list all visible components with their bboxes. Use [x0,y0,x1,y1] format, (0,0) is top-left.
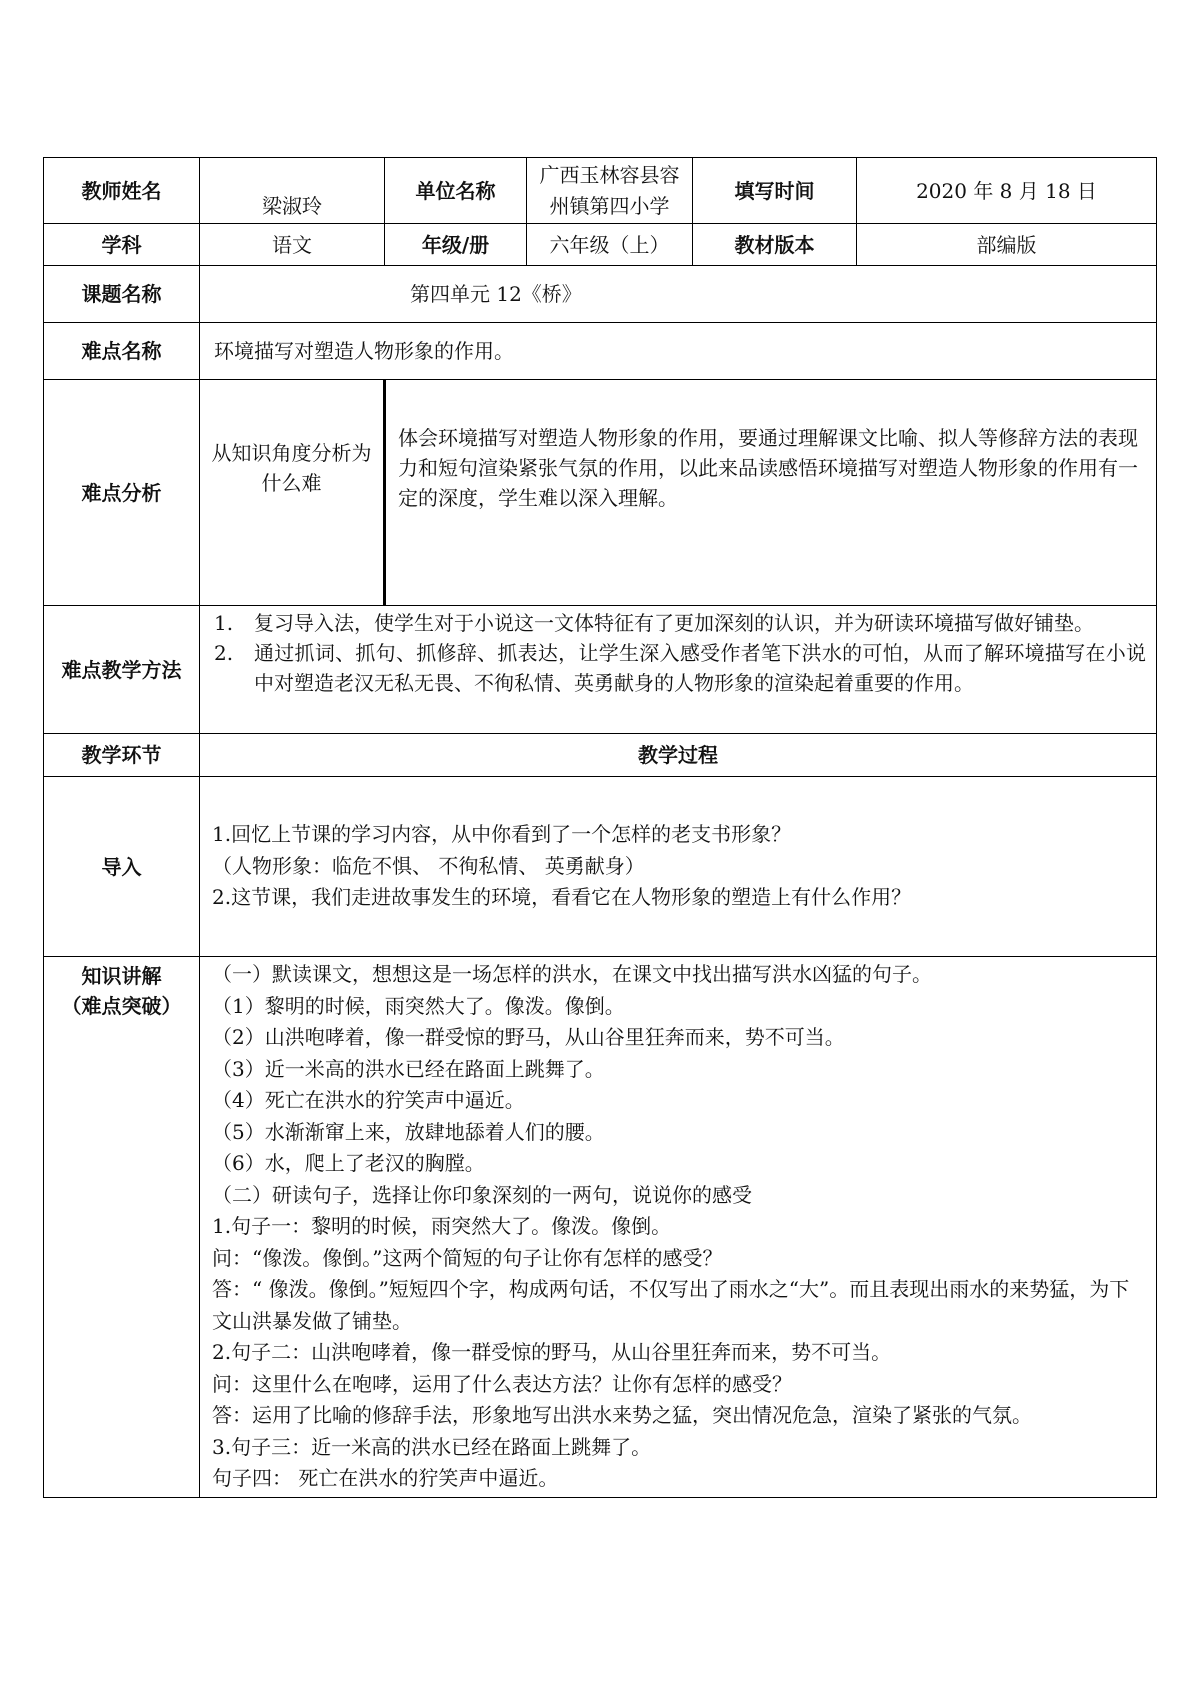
knowledge-row [44,957,1157,1498]
knowledge-line: （5）水渐渐窜上来，放肆地舔着人们的腰。 [212,1119,605,1144]
grade-value: 六年级（上） [527,224,693,266]
analysis-row [44,380,1157,606]
intro-label: 导入 [44,777,200,957]
knowledge-line: 答：“ 像泼。像倒。”短短四个字，构成两句话，不仅写出了雨水之“大”。而且表现出雨水的来势猛，为下文山洪暴发做了铺垫。 [212,1277,1130,1333]
teacher-label: 教师姓名 [44,158,200,224]
intro-content [200,777,1157,957]
subject-label: 学科 [44,224,200,266]
difficulty-row [44,323,1157,380]
topic-value: 第四单元 12《桥》 [200,266,1157,323]
subject-value: 语文 [200,224,385,266]
unit-label: 单位名称 [385,158,527,224]
stage-header: 教学环节 [44,734,200,777]
method-number: 2. [214,641,234,665]
grade-label: 年级/册 [385,224,527,266]
knowledge-line: 1.句子一：黎明的时候，雨突然大了。像泼。像倒。 [212,1214,672,1238]
date-value: 2020 年 8 月 18 日 [857,158,1157,224]
knowledge-line: （4）死亡在洪水的狞笑声中逼近。 [212,1088,525,1112]
info-row-1 [44,158,1157,224]
knowledge-line: 答：运用了比喻的修辞手法，形象地写出洪水来势之猛，突出情况危急，渲染了紧张的气氛。 [212,1403,1032,1427]
method-number: 1. [214,611,234,635]
knowledge-content [200,957,1157,1498]
methods-content [200,606,1157,734]
method-item [214,608,1146,638]
info-row-2 [44,224,1157,266]
intro-line: 1.回忆上节课的学习内容，从中你看到了一个怎样的老支书形象？ [212,822,792,847]
knowledge-line: （1）黎明的时候，雨突然大了。像泼。像倒。 [212,993,625,1018]
teacher-value: 梁淑玲 [200,158,385,224]
difficulty-label: 难点名称 [44,323,200,380]
date-label: 填写时间 [693,158,857,224]
knowledge-line: （2）山洪咆哮着，像一群受惊的野马，从山谷里狂奔而来，势不可当。 [212,1025,845,1049]
knowledge-line: 问：这里什么在咆哮，运用了什么表达方法？让你有怎样的感受？ [212,1371,792,1396]
knowledge-line: （二）研读句子，选择让你印象深刻的一两句，说说你的感受 [212,1182,752,1207]
method-text: 通过抓词、抓句、抓修辞、抓表达，让学生深入感受作者笔下洪水的可怕，从而了解环境描写在小说中对塑造老汉无私无畏、不徇私情、英勇献身的人物形象的渲染起着重要的作用。 [254,641,1146,695]
difficulty-value: 环境描写对塑造人物形象的作用。 [200,323,1157,380]
lesson-plan-table [43,157,1157,1498]
knowledge-label-line1: 知识讲解 [81,964,162,988]
knowledge-label-line2: （难点突破） [61,994,182,1018]
intro-row [44,777,1157,957]
edition-label: 教材版本 [693,224,857,266]
knowledge-line: 2.句子二：山洪咆哮着，像一群受惊的野马，从山谷里狂奔而来，势不可当。 [212,1340,892,1364]
intro-line: （人物形象：临危不惧、 不徇私情、 英勇献身） [212,853,645,878]
analysis-text: 体会环境描写对塑造人物形象的作用，要通过理解课文比喻、拟人等修辞方法的表现力和短句渲染紧张气氛的作用，以此来品读感悟环境描写对塑造人物形象的作用有一定的深度，学生难以深入理解。 [385,380,1157,606]
edition-value: 部编版 [857,224,1157,266]
knowledge-label [44,957,200,1498]
method-item [214,638,1146,698]
process-header-row [44,734,1157,777]
knowledge-line: 3.句子三：近一米高的洪水已经在路面上跳舞了。 [212,1434,652,1459]
method-text: 复习导入法，使学生对于小说这一文体特征有了更加深刻的认识，并为研读环境描写做好铺垫。 [254,611,1094,635]
analysis-sub-label: 从知识角度分析为什么难 [200,380,385,606]
topic-label: 课题名称 [44,266,200,323]
methods-label: 难点教学方法 [44,606,200,734]
knowledge-line: （6）水，爬上了老汉的胸膛。 [212,1151,485,1175]
knowledge-line: 句子四： 死亡在洪水的狞笑声中逼近。 [212,1466,559,1490]
unit-value: 广西玉林容县容州镇第四小学 [527,158,693,224]
knowledge-line: （3）近一米高的洪水已经在路面上跳舞了。 [212,1056,605,1081]
intro-line: 2.这节课，我们走进故事发生的环境，看看它在人物形象的塑造上有什么作用？ [212,885,912,910]
methods-row [44,606,1157,734]
knowledge-line: （一）默读课文，想想这是一场怎样的洪水，在课文中找出描写洪水凶猛的句子。 [212,962,932,986]
analysis-label: 难点分析 [44,380,200,606]
topic-row [44,266,1157,323]
knowledge-line: 问：“像泼。像倒。”这两个简短的句子让你有怎样的感受？ [212,1245,723,1270]
process-header: 教学过程 [200,734,1157,777]
